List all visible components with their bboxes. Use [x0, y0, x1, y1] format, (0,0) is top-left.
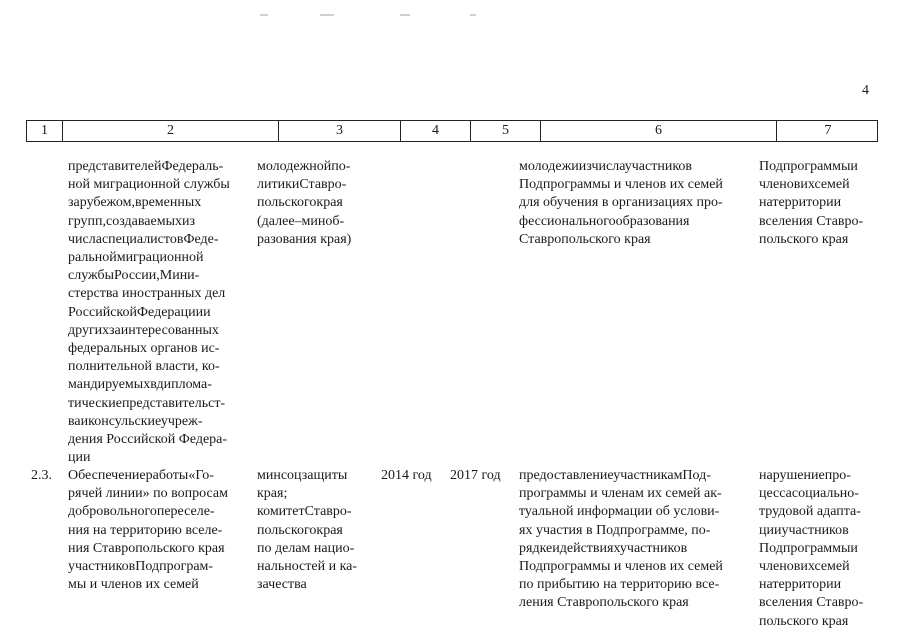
word: мы и членов их семей — [68, 577, 199, 593]
word: нальностей и ка- — [257, 559, 358, 575]
word: и — [850, 159, 858, 174]
word: участников — [68, 559, 136, 575]
word: и — [80, 413, 89, 429]
word: их — [800, 177, 815, 193]
page-number: 4 — [862, 83, 869, 98]
word: Федерации — [137, 304, 204, 320]
table-header-row — [26, 120, 878, 142]
word: территории — [772, 195, 842, 211]
word: края — [316, 522, 343, 538]
text-line — [68, 231, 246, 249]
word: из — [578, 159, 592, 174]
word: социально- — [791, 486, 859, 502]
text-line — [257, 231, 369, 249]
word: и — [203, 304, 211, 320]
word: специалистов — [101, 231, 184, 247]
text-line — [68, 158, 246, 176]
text-line — [68, 249, 246, 267]
word: территории — [772, 577, 842, 593]
text-line — [68, 267, 246, 285]
text-line — [759, 213, 877, 231]
word: Обеспечение — [68, 468, 146, 483]
cont-row-col6 — [519, 158, 747, 249]
word: предоставление — [519, 468, 614, 483]
word: за — [68, 195, 80, 211]
word: миграционной — [116, 250, 204, 266]
word: числа — [591, 159, 625, 174]
word: про- — [824, 468, 851, 483]
word: полнительной власти, ко- — [68, 359, 220, 375]
word: России, — [114, 268, 160, 284]
text-line — [759, 613, 877, 631]
word: добровольного — [68, 504, 157, 520]
text-line — [68, 176, 246, 194]
header-col-7: 7 — [824, 123, 832, 138]
word: работы — [145, 468, 189, 483]
cont-row-col2 — [68, 158, 246, 467]
word: дения Российской Федера- — [68, 432, 228, 448]
word: семей — [814, 559, 850, 575]
word: других — [68, 322, 109, 338]
text-line — [759, 576, 877, 594]
header-col-1: 1 — [27, 121, 63, 141]
word: членов — [759, 559, 801, 575]
text-line — [68, 540, 246, 558]
text-line — [759, 594, 877, 612]
word: рячей линии» по вопросам — [68, 486, 228, 502]
text-line — [257, 176, 369, 194]
word: комитет — [257, 504, 305, 520]
word: польского — [257, 522, 317, 538]
word: вселения Ставро- — [759, 213, 864, 229]
word: групп, — [68, 213, 107, 229]
word: минсоцзащиты — [257, 468, 348, 483]
word: временных — [134, 195, 202, 211]
text-line — [257, 558, 369, 576]
text-line — [257, 194, 369, 212]
text-line — [759, 158, 877, 176]
word: Подпрограммы и членов их семей — [519, 559, 723, 575]
word: края — [316, 195, 343, 211]
text-line — [68, 304, 246, 322]
text-line — [68, 558, 246, 576]
word: Подпрограм- — [135, 559, 214, 575]
header-col-5: 5 — [471, 121, 541, 141]
word: федеральных органов ис- — [68, 341, 220, 357]
text-line — [257, 522, 369, 540]
header-col-6: 6 — [541, 121, 777, 141]
word: фессионального — [519, 213, 616, 229]
row-2-3-end-year: 2017 год — [450, 468, 501, 483]
word: образования — [615, 213, 690, 229]
text-line — [68, 194, 246, 212]
word: ния на территорию вселе- — [68, 522, 223, 538]
text-line — [759, 503, 877, 521]
row-2-3-col2 — [68, 467, 246, 594]
word: из — [182, 213, 196, 229]
word: цесса — [759, 486, 792, 502]
text-line — [68, 413, 246, 431]
text-line — [257, 213, 369, 231]
word: «Го- — [188, 468, 214, 483]
cont-row-col3 — [257, 158, 369, 249]
word: по прибытию на территорию все- — [519, 577, 720, 593]
scan-artifact — [320, 14, 334, 16]
text-line — [68, 358, 246, 376]
word: на — [759, 577, 773, 593]
text-line — [68, 503, 246, 521]
row-2-3-number: 2.3. — [31, 468, 52, 483]
word: Подпрограммы и членов их семей — [519, 177, 723, 193]
word: польского края — [759, 231, 849, 247]
row-2-3-start-year: 2014 год — [381, 468, 432, 483]
word: миноб- — [301, 213, 345, 229]
word: – — [294, 213, 302, 229]
text-line — [759, 467, 877, 485]
text-line — [68, 467, 246, 485]
word: ления Ставропольского края — [519, 595, 689, 611]
text-line — [519, 594, 747, 612]
cont-row-col7 — [759, 158, 877, 249]
word: представительст- — [121, 395, 226, 411]
word: Ставропольского края — [519, 231, 651, 247]
word: участников — [781, 522, 849, 538]
text-line — [519, 503, 747, 521]
word: службы — [68, 268, 115, 284]
word: ях участия в Подпрограмме, по- — [519, 522, 711, 538]
word: их — [800, 559, 815, 575]
word: действиях — [559, 540, 620, 556]
scan-artifact — [470, 14, 476, 16]
word: молодежной — [257, 159, 332, 174]
text-line — [257, 158, 369, 176]
text-line — [519, 576, 747, 594]
text-line — [759, 540, 877, 558]
word: Под- — [682, 468, 711, 483]
header-col-3: 3 — [279, 121, 401, 141]
word: переселе- — [156, 504, 215, 520]
text-line — [519, 540, 747, 558]
word: по- — [331, 159, 351, 174]
word: участникам — [613, 468, 683, 483]
word: мандируемых — [68, 377, 151, 393]
word: Подпрограммы — [759, 159, 851, 174]
text-line — [519, 558, 747, 576]
word: стерства иностранных дел — [68, 286, 226, 302]
text-line — [68, 522, 246, 540]
text-line — [519, 231, 747, 249]
text-line — [68, 449, 246, 467]
text-line — [68, 285, 246, 303]
row-2-3-col6 — [519, 467, 747, 613]
word: участников — [624, 159, 693, 174]
text-line — [68, 213, 246, 231]
text-line — [257, 503, 369, 521]
text-line — [759, 558, 877, 576]
word: трудовой адапта- — [759, 504, 861, 520]
text-line — [759, 231, 877, 249]
text-line — [68, 431, 246, 449]
word: по делам нацио- — [257, 540, 355, 556]
word: тические — [68, 395, 122, 411]
word: Феде- — [183, 231, 219, 247]
text-line — [519, 467, 747, 485]
word: Ставро- — [304, 504, 352, 520]
text-line — [519, 158, 747, 176]
word: Подпрограммы — [759, 540, 851, 556]
text-line — [519, 522, 747, 540]
header-col-4: 4 — [401, 121, 471, 141]
word: края; — [257, 486, 288, 502]
word: консульские — [88, 413, 161, 429]
word: разования края) — [257, 231, 352, 247]
text-line — [68, 376, 246, 394]
word: заинтересованных — [109, 322, 219, 338]
word: ния Ставропольского края — [68, 540, 225, 556]
row-2-3-col7 — [759, 467, 877, 631]
row-2-3-col3 — [257, 467, 369, 594]
word: учреж- — [160, 413, 203, 429]
word: представителей — [68, 159, 162, 174]
word: ции — [759, 522, 782, 538]
scan-artifact — [400, 14, 410, 16]
word: для обучения в организациях про- — [519, 195, 723, 211]
word: Ставро- — [299, 177, 347, 193]
text-line — [519, 485, 747, 503]
word: Мини- — [159, 268, 200, 284]
text-line — [519, 194, 747, 212]
word: на — [759, 195, 773, 211]
word: Российской — [68, 304, 137, 320]
word: ной миграционной службы — [68, 177, 230, 193]
word: диплома- — [156, 377, 212, 393]
word: ральной — [68, 250, 117, 266]
text-line — [68, 576, 246, 594]
word: молодежи — [519, 159, 579, 174]
text-line — [257, 467, 369, 485]
text-line — [257, 485, 369, 503]
word: вселения Ставро- — [759, 595, 864, 611]
word: участников — [619, 540, 688, 556]
text-line — [68, 322, 246, 340]
text-line — [519, 213, 747, 231]
word: и — [552, 540, 560, 556]
word: программы и членам их семей ак- — [519, 486, 722, 502]
word: ции — [68, 450, 91, 466]
word: зачества — [257, 577, 307, 593]
word: польского края — [759, 613, 849, 629]
text-line — [759, 176, 877, 194]
scan-artifact — [260, 14, 268, 16]
text-line — [257, 540, 369, 558]
word: членов — [759, 177, 801, 193]
word: рубежом, — [79, 195, 135, 211]
word: литики — [257, 177, 300, 193]
text-line — [68, 485, 246, 503]
word: рядке — [519, 540, 553, 556]
text-line — [519, 176, 747, 194]
word: нарушение — [759, 468, 825, 483]
word: и — [850, 540, 858, 556]
word: туальной информации об услови- — [519, 504, 720, 520]
word: числа — [68, 231, 102, 247]
word: семей — [814, 177, 850, 193]
text-line — [759, 485, 877, 503]
text-line — [759, 522, 877, 540]
text-line — [68, 395, 246, 413]
header-col-2: 2 — [63, 121, 279, 141]
text-line — [759, 194, 877, 212]
word: в — [150, 377, 157, 393]
word: ва — [68, 413, 81, 429]
word: польского — [257, 195, 317, 211]
text-line — [257, 576, 369, 594]
text-line — [68, 340, 246, 358]
word: (далее — [257, 213, 295, 229]
word: Федераль- — [161, 159, 224, 174]
word: создаваемых — [106, 213, 182, 229]
